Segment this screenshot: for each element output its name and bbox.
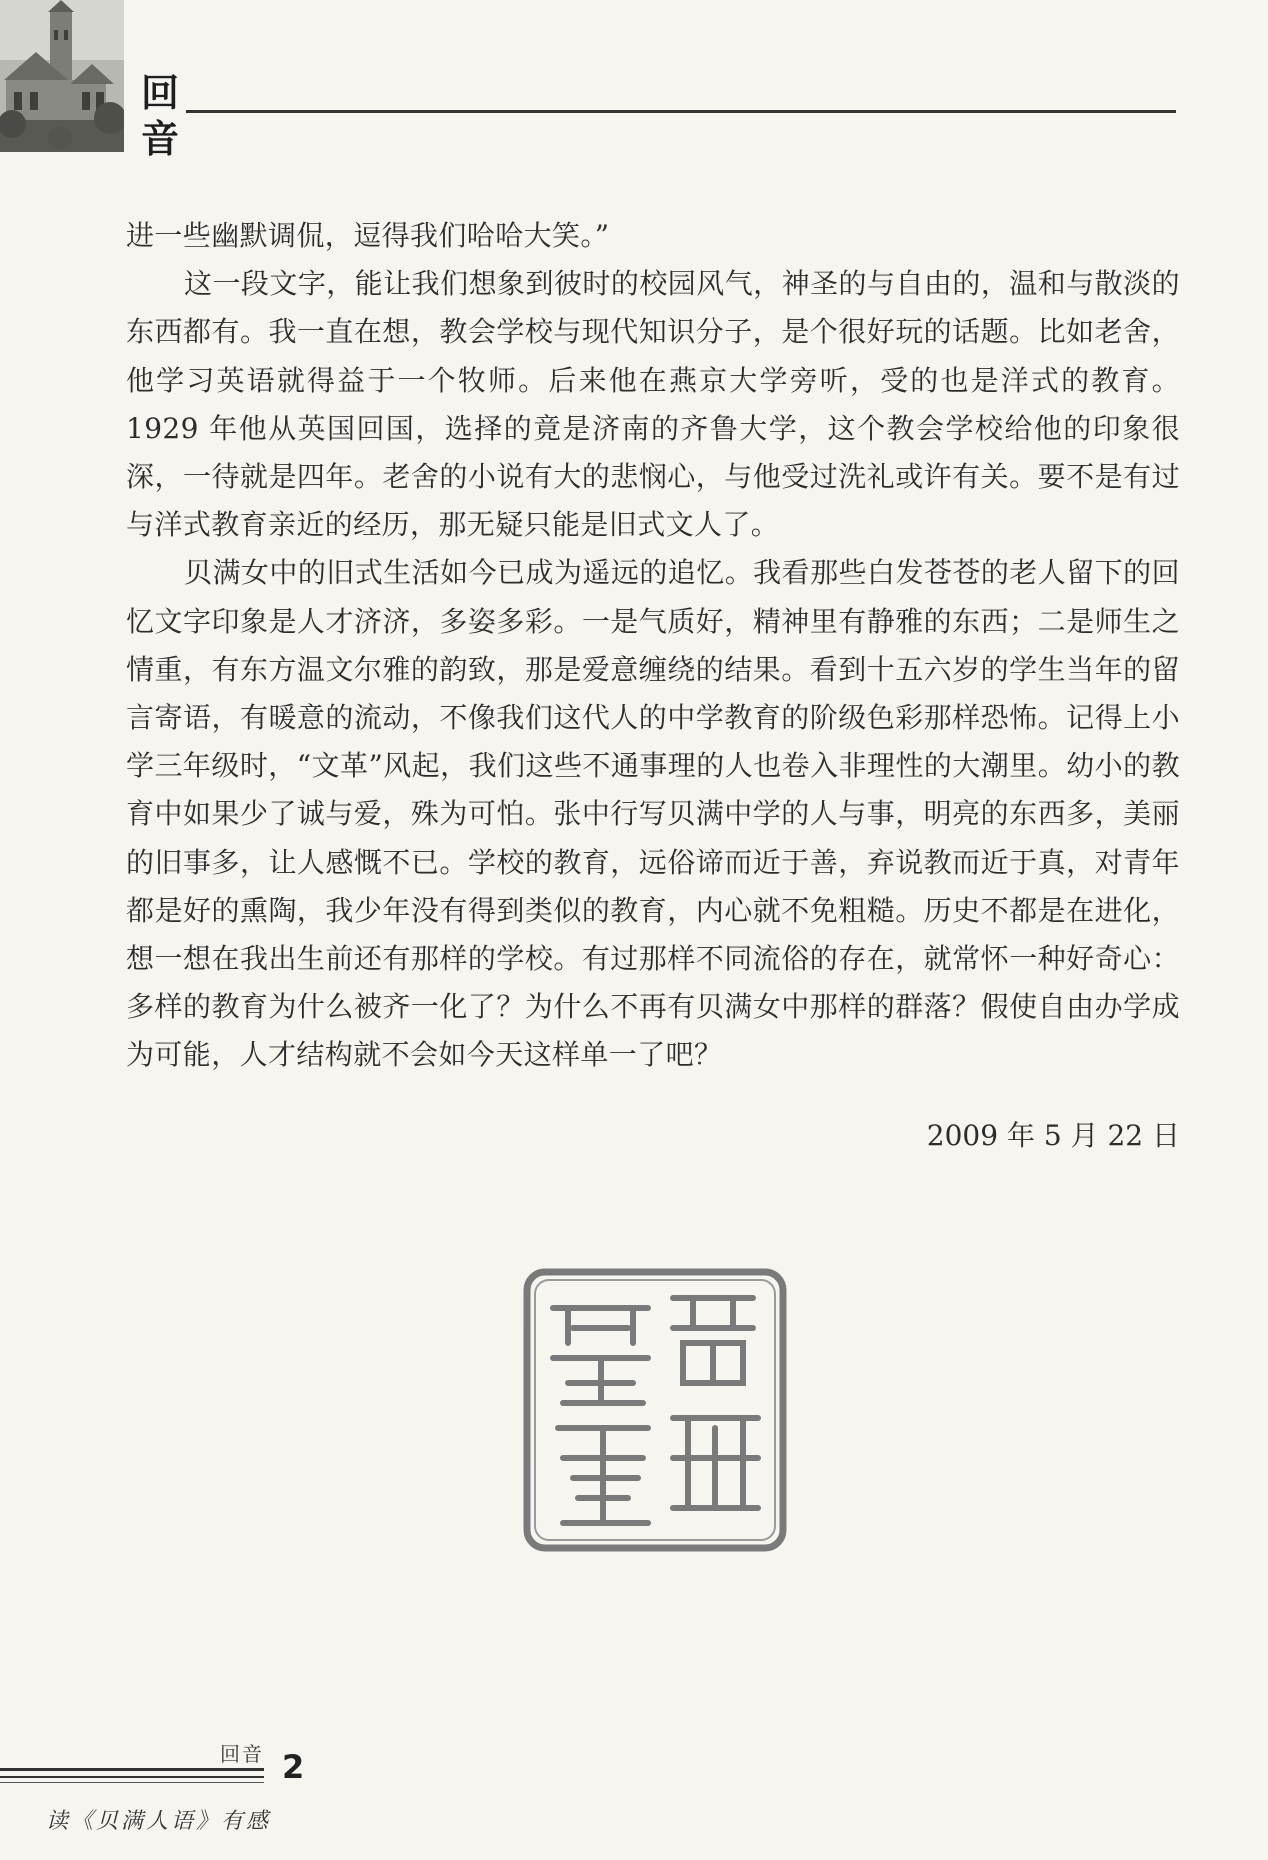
footer-book-title: 读《贝满人语》有感 — [46, 1809, 272, 1834]
article-date: 2009 年 5 月 22 日 — [926, 1119, 1180, 1152]
paragraph-2: 这一段文字，能让我们想象到彼时的校园风气，神圣的与自由的，温和与散淡的东西都有。我一直在想，教会学校与现代知识分子，是个很好玩的话题。比如老舍，他学习英语就得益于一个牧师。后来他在燕京大学旁听，受的也是洋式的教育。1929 年他从英国回国，选择的竟是济南的齐鲁大学，这个教会学校给他的印象很深，一待就是四年。老舍的小说有大的悲悯心，与他受过洗礼或许有关。要不是有过与洋式教育亲近的经历，那无疑只能是旧式文人了。 — [126, 267, 1180, 542]
footer-rule-thin — [0, 1782, 264, 1783]
paragraph-3: 贝满女中的旧式生活如今已成为遥远的追忆。我看那些白发苍苍的老人留下的回忆文字印象是人才济济，多姿多彩。一是气质好，精神里有静雅的东西；二是师生之情重，有东方温文尔雅的韵致，那是爱意缠绕的结果。看到十五六岁的学生当年的留言寄语，有暖意的流动，不像我们这代人的中学教育的阶级色彩那样恐怖。记得上小学三年级时，“文革”风起，我们这些不通事理的人也卷入非理性的大潮里。幼小的教育中如果少了诚与爱，殊为可怕。张中行写贝满中学的人与事，明亮的东西多，美丽的旧事多，让人感慨不已。学校的教育，远俗谛而近于善，弃说教而近于真，对青年都是好的熏陶，我少年没有得到类似的教育，内心就不免粗糙。历史不都是在进化，想一想在我出生前还有那样的学校。有过那样不同流俗的存在，就常怀一种好奇心：多样的教育为什么被齐一化了？为什么不再有贝满女中那样的群落？假使自由办学成为可能，人才结构就不会如今天这样单一了吧？ — [126, 556, 1180, 1072]
paragraph-1: 进一些幽默调侃，逗得我们哈哈大笑。” — [126, 219, 610, 252]
header-rule — [186, 110, 1176, 113]
church-building-illustration — [0, 0, 124, 152]
page-number: 2 — [282, 1748, 305, 1786]
footer-rule-thick — [0, 1768, 264, 1771]
footer-section-label: 回音 — [220, 1742, 264, 1766]
section-title-char-1: 回 — [140, 71, 179, 115]
footer-rule-medium — [0, 1776, 264, 1778]
header-building-photo — [0, 0, 124, 152]
section-title — [138, 70, 182, 162]
body-text — [126, 212, 1180, 1080]
seal-stamp — [523, 1268, 787, 1552]
section-title-char-2: 音 — [140, 117, 179, 161]
